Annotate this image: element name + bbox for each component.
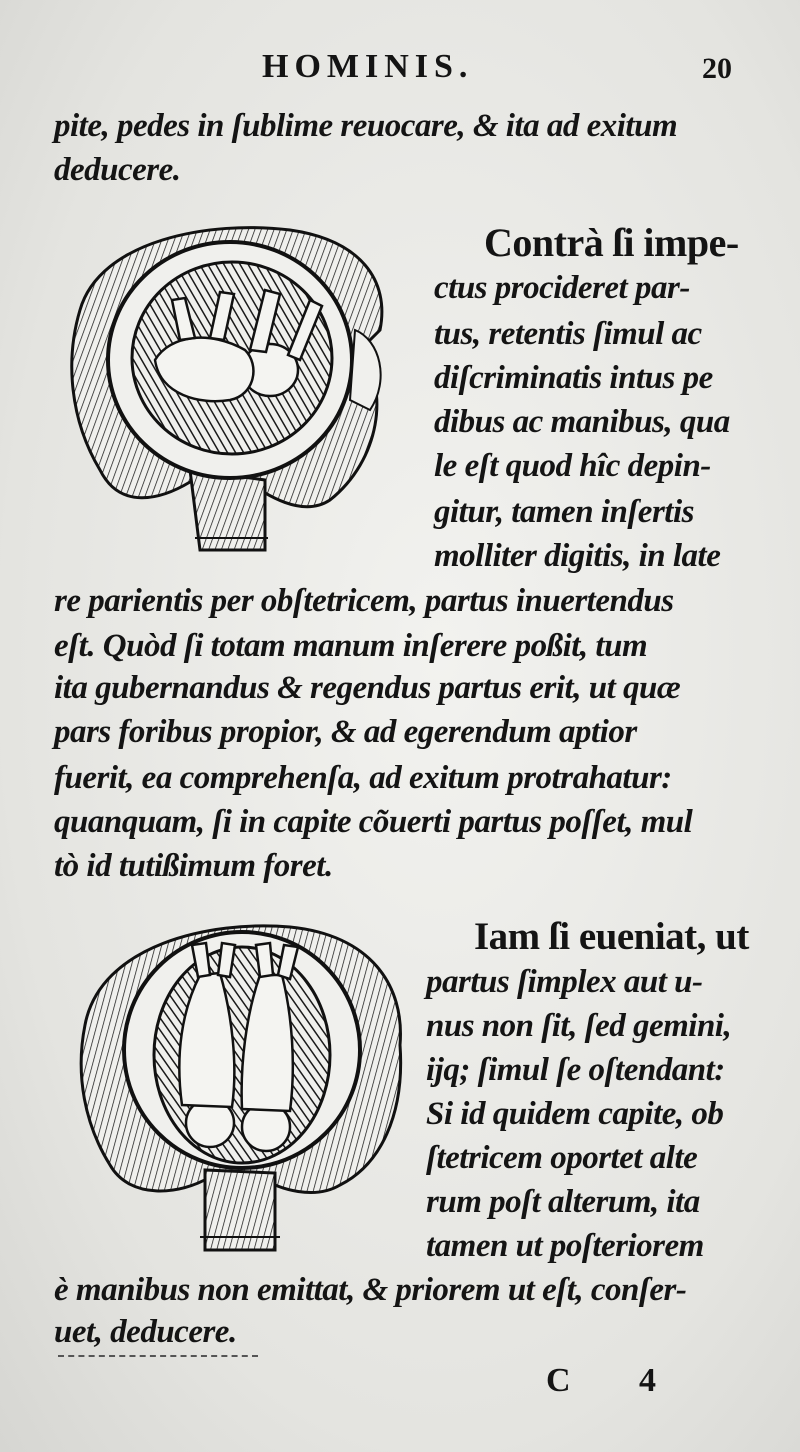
text-line: tò id tutißimum foret. <box>54 848 333 884</box>
text-line: quanquam, ſi in capite cõuerti partus poſſet, mul <box>54 804 693 840</box>
text-line: pite, pedes in ſublime reuocare, & ita ad exitum <box>54 108 678 144</box>
text-line: tamen ut poſteriorem <box>426 1228 704 1264</box>
signature-mark: C 4 <box>546 1362 687 1399</box>
text-line: ſtetricem oportet alte <box>426 1140 698 1176</box>
woodcut-womb-twins <box>70 915 410 1260</box>
text-line: ctus procideret par- <box>434 270 690 306</box>
text-line: rum poſt alterum, ita <box>426 1184 700 1220</box>
initial-text: Contrà ſi impe- <box>484 220 739 265</box>
text-line: gitur, tamen inſertis <box>434 494 694 530</box>
text-line: tus, retentis ſimul ac <box>434 316 702 352</box>
text-line: fuerit, ea comprehenſa, ad exitum protrahatur: <box>54 760 672 796</box>
text-line <box>474 917 749 956</box>
text-line: deducere. <box>54 152 181 188</box>
text-line: eſt. Quòd ſi totam manum inſerere poßit, tum <box>54 628 648 664</box>
text-line: re parientis per obſtetricem, partus inuertendus <box>54 583 674 619</box>
text-line: molliter digitis, in late <box>434 538 721 574</box>
running-head: HOMINIS. <box>262 48 474 85</box>
text-line: nus non ſit, ſed gemini, <box>426 1008 732 1044</box>
text-line: partus ſimplex aut u- <box>426 964 703 1000</box>
page-number: 20 <box>702 52 732 85</box>
initial-text: Iam ſi eueniat, ut <box>474 915 749 958</box>
text-line: le eſt quod hîc depin- <box>434 448 711 484</box>
text-line: Si id quidem capite, ob <box>426 1096 724 1132</box>
text-line: ita gubernandus & regendus partus erit, ut quæ <box>54 670 681 706</box>
text-line: dibus ac manibus, qua <box>434 404 730 440</box>
text-line: uet, deducere. <box>54 1314 237 1350</box>
bottom-rule <box>58 1355 258 1357</box>
woodcut-womb-single-fetus <box>60 220 400 560</box>
text-line: è manibus non emittat, & priorem ut eſt, conſer- <box>54 1272 687 1308</box>
text-line <box>484 220 739 265</box>
text-line: diſcriminatis intus pe <box>434 360 713 396</box>
text-line: ijq; ſimul ſe oſtendant: <box>426 1052 725 1088</box>
text-line: pars foribus propior, & ad egerendum aptior <box>54 714 637 750</box>
